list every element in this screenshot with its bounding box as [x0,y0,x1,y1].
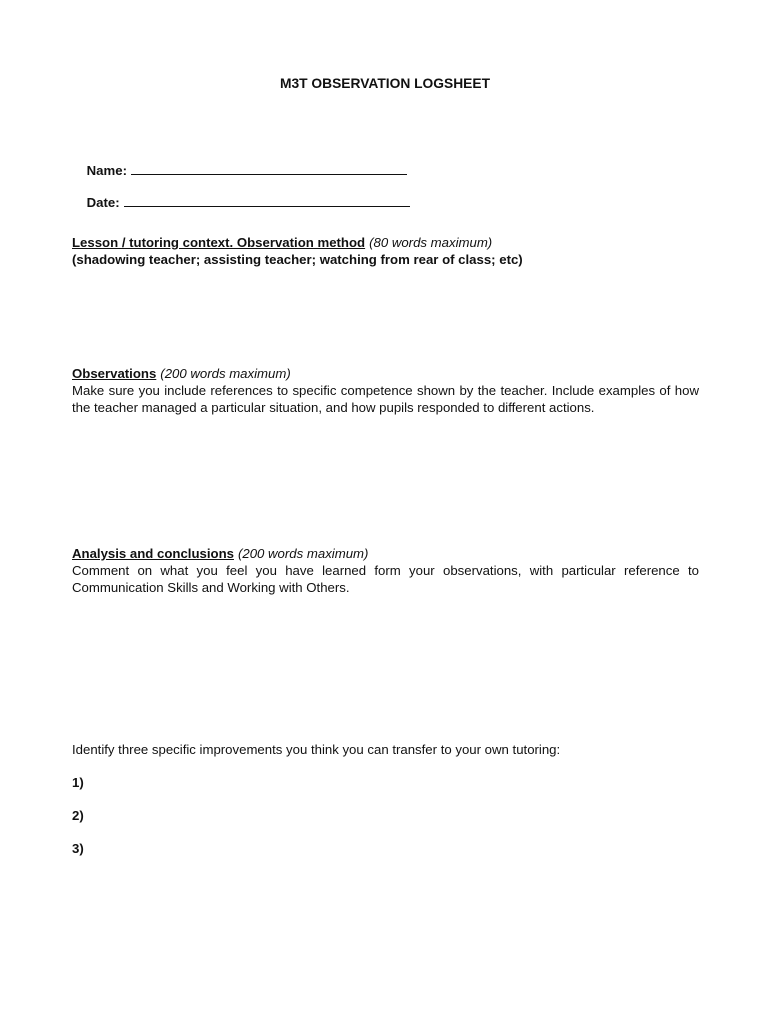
lesson-heading: Lesson / tutoring context. Observation method [72,235,366,250]
date-field [72,177,410,228]
improvement-item-3: 3) [72,841,84,856]
observations-hint: (200 words maximum) [160,366,291,381]
analysis-heading-row [72,545,699,562]
date-label: Date: [86,195,120,210]
analysis-hint: (200 words maximum) [237,546,369,561]
improvement-item-2: 2) [72,808,84,823]
lesson-heading-row [72,234,699,251]
improvements-prompt: Identify three specific improvements you think you can transfer to your own tutoring: [72,742,561,757]
analysis-heading: Analysis and conclusions [72,546,234,561]
date-input-line[interactable] [124,194,410,207]
observations-heading-row [72,365,699,382]
lesson-subheading: (shadowing teacher; assisting teacher; watching from rear of class; etc) [72,252,523,267]
name-input-line[interactable] [131,162,407,175]
page-title: M3T OBSERVATION LOGSHEET [279,76,491,91]
analysis-section [72,545,699,596]
analysis-body: Comment on what you feel you have learned form your observations, with particular reference to Communication Skills and Working with Others. [72,563,699,595]
name-label: Name: [86,163,127,178]
lesson-hint: (80 words maximum) [369,235,493,250]
improvement-item-1: 1) [72,775,84,790]
observations-body: Make sure you include references to specific competence shown by the teacher. Include examples of how the teacher managed a particular situation, and how pupils responded to different actions. [72,383,699,415]
observations-section [72,365,699,416]
observations-heading: Observations [72,366,157,381]
lesson-section [72,234,699,268]
